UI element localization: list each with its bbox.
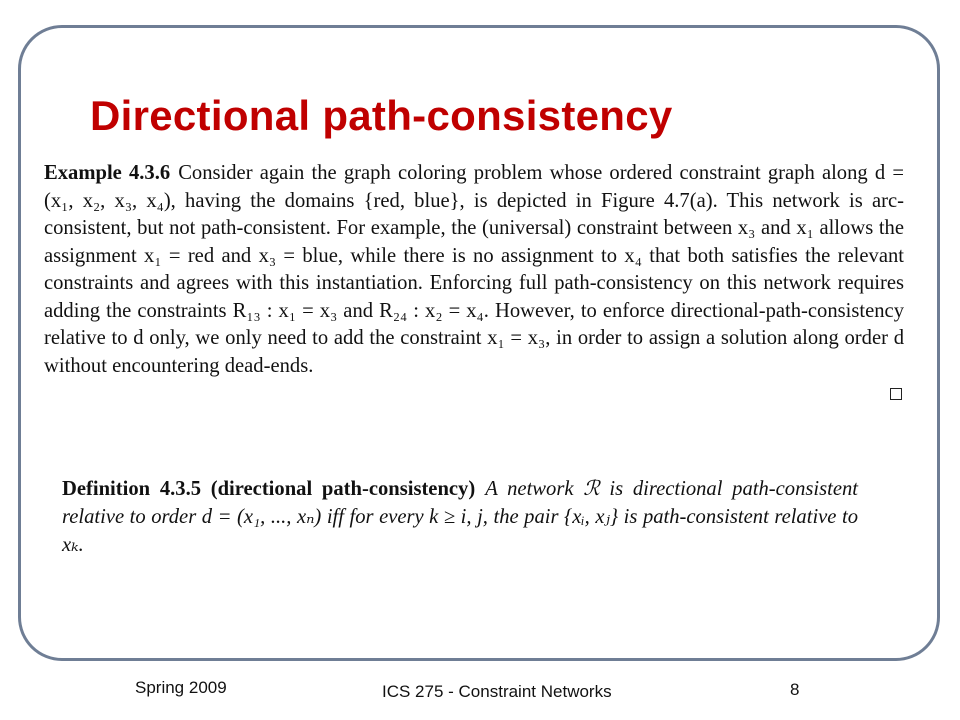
example-label: Example 4.3.6 [44, 162, 171, 184]
example-block [44, 160, 904, 380]
qed-square-icon [890, 388, 902, 400]
example-paragraph [44, 160, 904, 380]
footer-course: ICS 275 - Constraint Networks [382, 682, 612, 701]
page-number: 8 [790, 680, 800, 699]
definition-block [62, 475, 858, 559]
footer-date: Spring 2009 [135, 678, 227, 697]
slide-title: Directional path-consistency [90, 92, 673, 139]
definition-text: A network ℛ is directional path-consistent relative to order d = (x₁, ..., xₙ) iff for every k ≥ i, j, the pair {xᵢ, xⱼ} is path-consistent relative to xₖ. [62, 478, 858, 556]
definition-label: Definition 4.3.5 (directional path-consistency) [62, 478, 476, 500]
definition-paragraph [62, 475, 858, 559]
example-text: Consider again the graph coloring problem whose ordered constraint graph along d = (x₁, x₂, x₃, x₄), having the domains {red, blue}, is depicted in Figure 4.7(a). This network is arc-consistent, but not path-consistent. For example, the (universal) constraint between x₃ and x₁ allows the assignment x₁ = red and x₃ = blue, while there is no assignment to x₄ that both satisfies the relevant constraints and agrees with this instantiation. Enforcing full path-consistency on this network requires adding the constraints R₁₃ : x₁ = x₃ and R₂₄ : x₂ = x₄. However, to enforce directional-path-consistency relative to d only, we only need to add the constraint x₁ = x₃, in order to assign a solution along order d without encountering dead-ends. [44, 162, 904, 377]
